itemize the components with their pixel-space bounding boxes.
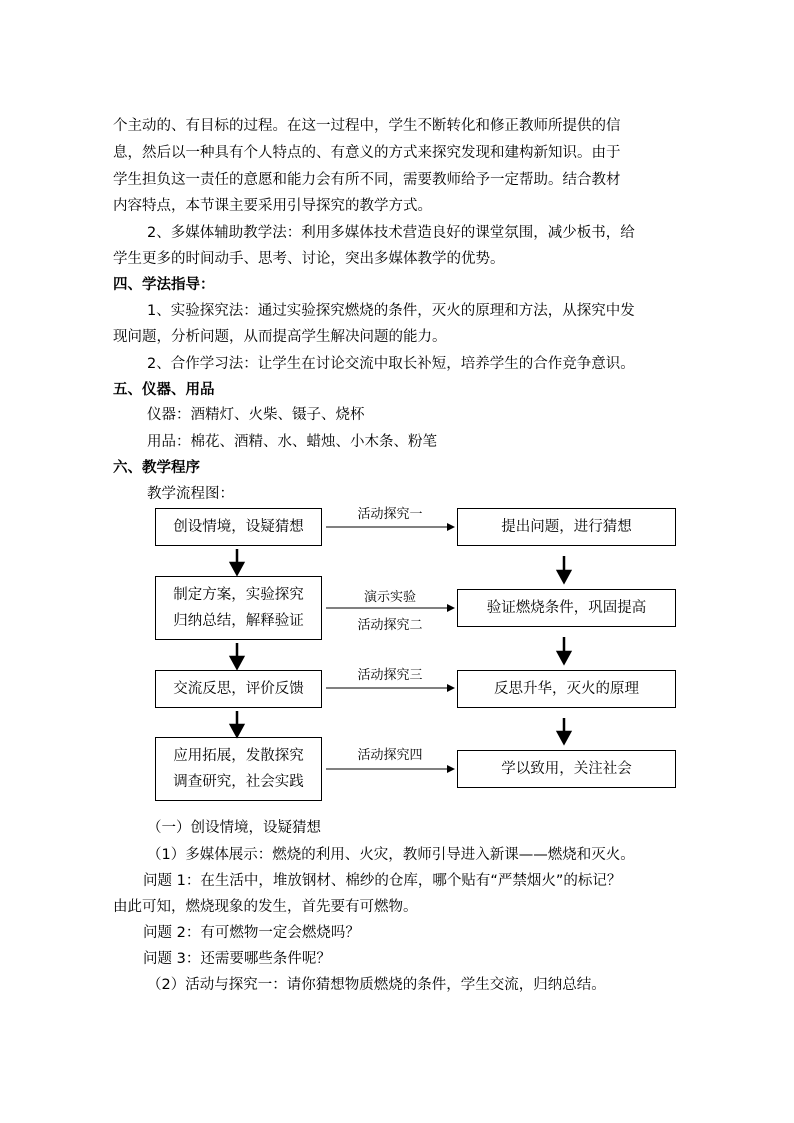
paragraph-line: 内容特点，本节课主要采用引导探究的教学方式。 [113, 198, 432, 214]
flow-right-box-3-text: 反思升华，灭火的原理 [494, 681, 639, 697]
section-heading-6: 六、教学程序 [113, 460, 200, 476]
section-heading-5: 五、仪器、用品 [113, 382, 215, 398]
arrow-down-left-2 [231, 643, 243, 668]
paragraph-line: 2、多媒体辅助教学法：利用多媒体技术营造良好的课堂氛围，减少板书，给 [147, 225, 635, 241]
flowchart-title: 教学流程图： [147, 486, 234, 502]
paragraph-line: 学生担负这一责任的意愿和能力会有所不同，需要教师给予一定帮助。结合教材 [113, 172, 621, 188]
paragraph-line: 学生更多的时间动手、思考、讨论，突出多媒体教学的优势。 [113, 251, 505, 267]
arrow-label-2-top: 演示实验 [363, 590, 416, 605]
method-item-1: 1、实验探究法：通过实验探究燃烧的条件，灭火的原理和方法，从探究中发 [147, 303, 635, 319]
section-heading-4: 四、学法指导： [113, 277, 215, 293]
instruments-line: 仪器：酒精灯、火柴、镊子、烧杯 [147, 407, 365, 423]
body-item-1: （1）多媒体展示：燃烧的利用、火灾，教师引导进入新课——燃烧和灭火。 [147, 847, 635, 863]
flow-left-box-2-line1: 制定方案，实验探究 [173, 587, 304, 603]
subsection-heading: （一）创设情境，设疑猜想 [147, 820, 321, 836]
supplies-line: 用品：棉花、酒精、水、蜡烛、小木条、粉笔 [147, 434, 437, 450]
flow-left-box-4-line2: 调查研究，社会实践 [173, 774, 304, 790]
question-1-cont: 由此可知，燃烧现象的发生，首先要有可燃物。 [113, 899, 418, 915]
paragraph-line: 息，然后以一种具有个人特点的、有意义的方式来探究发现和建构新知识。由于 [113, 145, 621, 161]
question-3: 问题 3：还需要哪些条件呢？ [143, 951, 331, 967]
flow-left-box-4-line1: 应用拓展，发散探究 [173, 748, 304, 764]
flow-left-box-1-text: 创设情境，设疑猜想 [173, 519, 304, 535]
method-item-1-cont: 现问题，分析问题，从而提高学生解决问题的能力。 [113, 329, 447, 345]
arrow-down-left-1 [231, 549, 243, 574]
flow-right-box-4-text: 学以致用，关注社会 [501, 761, 632, 777]
question-2: 问题 2：有可燃物一定会燃烧吗？ [143, 925, 360, 941]
arrow-down-left-3 [231, 711, 243, 736]
arrow-label-1: 活动探究一 [357, 507, 423, 522]
arrow-down-right-1 [558, 556, 570, 582]
method-item-2: 2、合作学习法：让学生在讨论交流中取长补短，培养学生的合作竞争意识。 [147, 356, 635, 372]
arrow-down-right-2 [558, 637, 570, 663]
paragraph-line: 个主动的、有目标的过程。在这一过程中，学生不断转化和修正教师所提供的信 [113, 118, 621, 134]
flow-right-box-2-text: 验证燃烧条件，巩固提高 [486, 600, 647, 616]
flow-right-box-1-text: 提出问题，进行猜想 [501, 519, 632, 535]
flow-left-box-2-line2: 归纳总结，解释验证 [173, 613, 304, 629]
arrow-label-2-bottom: 活动探究二 [357, 618, 423, 633]
body-item-2: （2）活动与探究一：请你猜想物质燃烧的条件，学生交流，归纳总结。 [147, 977, 606, 993]
question-1: 问题 1：在生活中，堆放钢材、棉纱的仓库，哪个贴有“严禁烟火”的标记？ [143, 873, 622, 889]
arrow-down-right-3 [558, 718, 570, 743]
arrow-label-3: 活动探究三 [357, 668, 423, 683]
flow-left-box-3-text: 交流反思，评价反馈 [173, 681, 304, 697]
arrow-label-4: 活动探究四 [357, 748, 423, 763]
